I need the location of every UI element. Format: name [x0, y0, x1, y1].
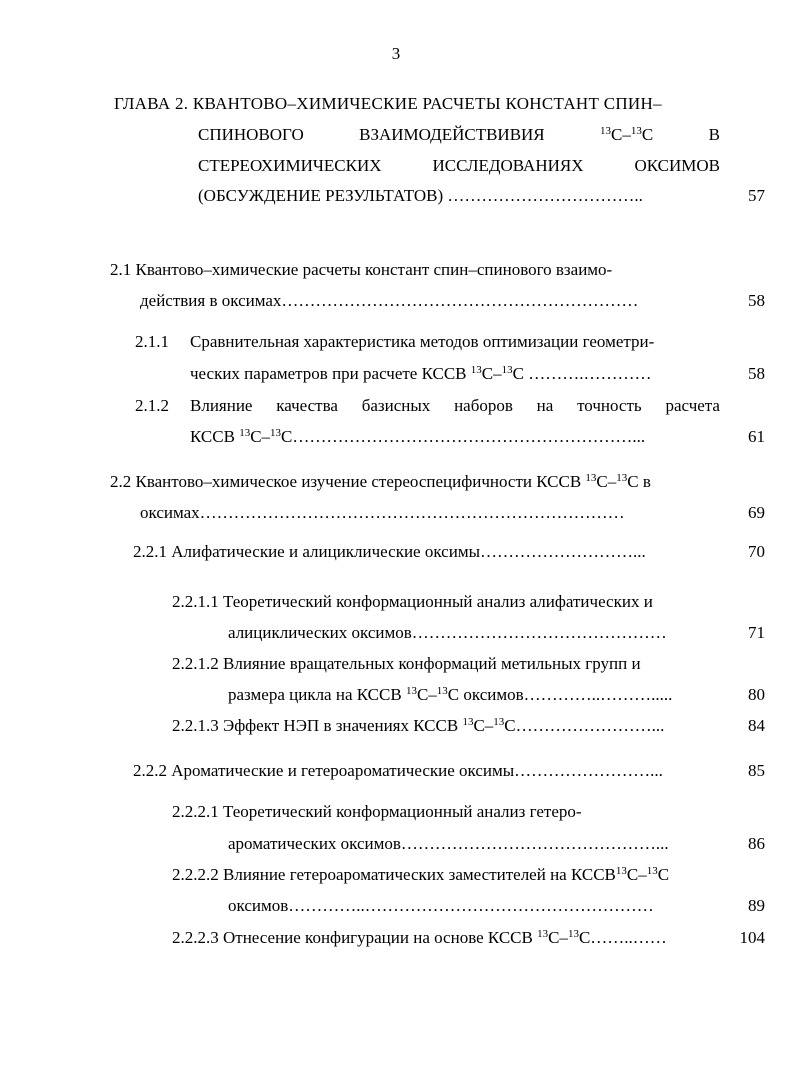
- toc-entry-page: 61: [748, 427, 765, 446]
- toc-entry-page: 89: [748, 896, 765, 915]
- toc-entry-title: 2.2.1 Алифатические и алициклические оксимы………………………...: [133, 542, 646, 561]
- toc-entry-title-cont: КССВ $^{13}$C–$^{13}$C……………………………………………………...: [190, 427, 646, 446]
- chapter-line-2: [198, 125, 720, 145]
- toc-entry-title: 2.2.2.1 Теоретический конформационный анализ гетеро-: [172, 802, 582, 821]
- page-number: 3: [391, 44, 401, 63]
- chapter-prefix: ГЛАВА 2.: [114, 94, 189, 113]
- toc-entry-title: Сравнительная характеристика методов оптимизации геометри-: [190, 332, 655, 351]
- toc-entry-number: 2.1.2: [135, 396, 169, 415]
- toc-entry-title-cont: оксимах…………………………………………………………………: [140, 503, 625, 522]
- chapter-word: СТЕРЕОХИМИЧЕСКИХ: [198, 156, 382, 175]
- chapter-word: СПИНОВОГО: [198, 125, 304, 144]
- toc-entry-page: 84: [748, 716, 765, 735]
- toc-entry-title: 2.2.2 Ароматические и гетероароматические оксимы……………………...: [133, 761, 663, 780]
- toc-entry-page: 86: [748, 834, 765, 853]
- toc-entry-title: 2.2 Квантово–химическое изучение стереоспецифичности КССВ $^{13}$C–$^{13}$C в: [110, 472, 651, 491]
- toc-entry-title: 2.2.1.3 Эффект НЭП в значениях КССВ $^{13}$C–$^{13}$C……………………...: [172, 716, 665, 735]
- toc-entry-title-cont: размера цикла на КССВ $^{13}$C–$^{13}$C оксимов…………..……….....: [228, 685, 673, 704]
- toc-entry-title: 2.2.1.2 Влияние вращательных конформаций метильных групп и: [172, 654, 641, 673]
- toc-entry-page: 80: [748, 685, 765, 704]
- toc-entry-title-cont: действия в оксимах………………………………………………………: [140, 291, 639, 310]
- toc-entry-page: 71: [748, 623, 765, 642]
- toc-entry-title-cont: алициклических оксимов………………………………………: [228, 623, 667, 642]
- toc-entry-page: 85: [748, 761, 765, 780]
- chapter-title-line-1: КВАНТОВО–ХИМИЧЕСКИЕ РАСЧЕТЫ КОНСТАНТ СПИН–: [192, 94, 662, 113]
- chapter-formula: $^{13}$C–$^{13}$C: [600, 125, 654, 144]
- toc-entry-title: 2.2.2.3 Отнесение конфигурации на основе КССВ $^{13}$C–$^{13}$C……..……: [172, 928, 667, 947]
- chapter-page: 57: [748, 186, 765, 205]
- toc-entry-title: 2.2.1.1 Теоретический конформационный анализ алифатических и: [172, 592, 653, 611]
- toc-entry-page: 58: [748, 291, 765, 310]
- chapter-line-3: [198, 156, 720, 176]
- toc-entry-title-cont: оксимов…………..……………………………………………: [228, 896, 654, 915]
- toc-entry-page: 70: [748, 542, 765, 561]
- toc-entry-title: Влияние качества базисных наборов на точность расчета: [190, 396, 720, 415]
- chapter-word: ОКСИМОВ: [634, 156, 720, 175]
- chapter-line-4: (ОБСУЖДЕНИЕ РЕЗУЛЬТАТОВ) ……………………………..: [198, 186, 643, 205]
- toc-entry-title-cont: ческих параметров при расчете КССВ $^{13}$C–$^{13}$C ……….…………: [190, 364, 652, 383]
- toc-entry-title-cont: ароматических оксимов………………………………………...: [228, 834, 669, 853]
- chapter-word: ВЗАИМОДЕЙСТВИВИЯ: [359, 125, 545, 144]
- toc-entry-page: 69: [748, 503, 765, 522]
- toc-entry-title: 2.2.2.2 Влияние гетероароматических заместителей на КССВ$^{13}$C–$^{13}$C: [172, 865, 670, 884]
- toc-entry-title: 2.1 Квантово–химические расчеты констант спин–спинового взаимо-: [110, 260, 613, 279]
- chapter-line-1: [114, 94, 720, 114]
- toc-entry-page: 58: [748, 364, 765, 383]
- chapter-word: В: [708, 125, 720, 144]
- toc-entry-page: 104: [739, 928, 765, 947]
- toc-entry-number: 2.1.1: [135, 332, 169, 351]
- chapter-word: ИССЛЕДОВАНИЯХ: [432, 156, 584, 175]
